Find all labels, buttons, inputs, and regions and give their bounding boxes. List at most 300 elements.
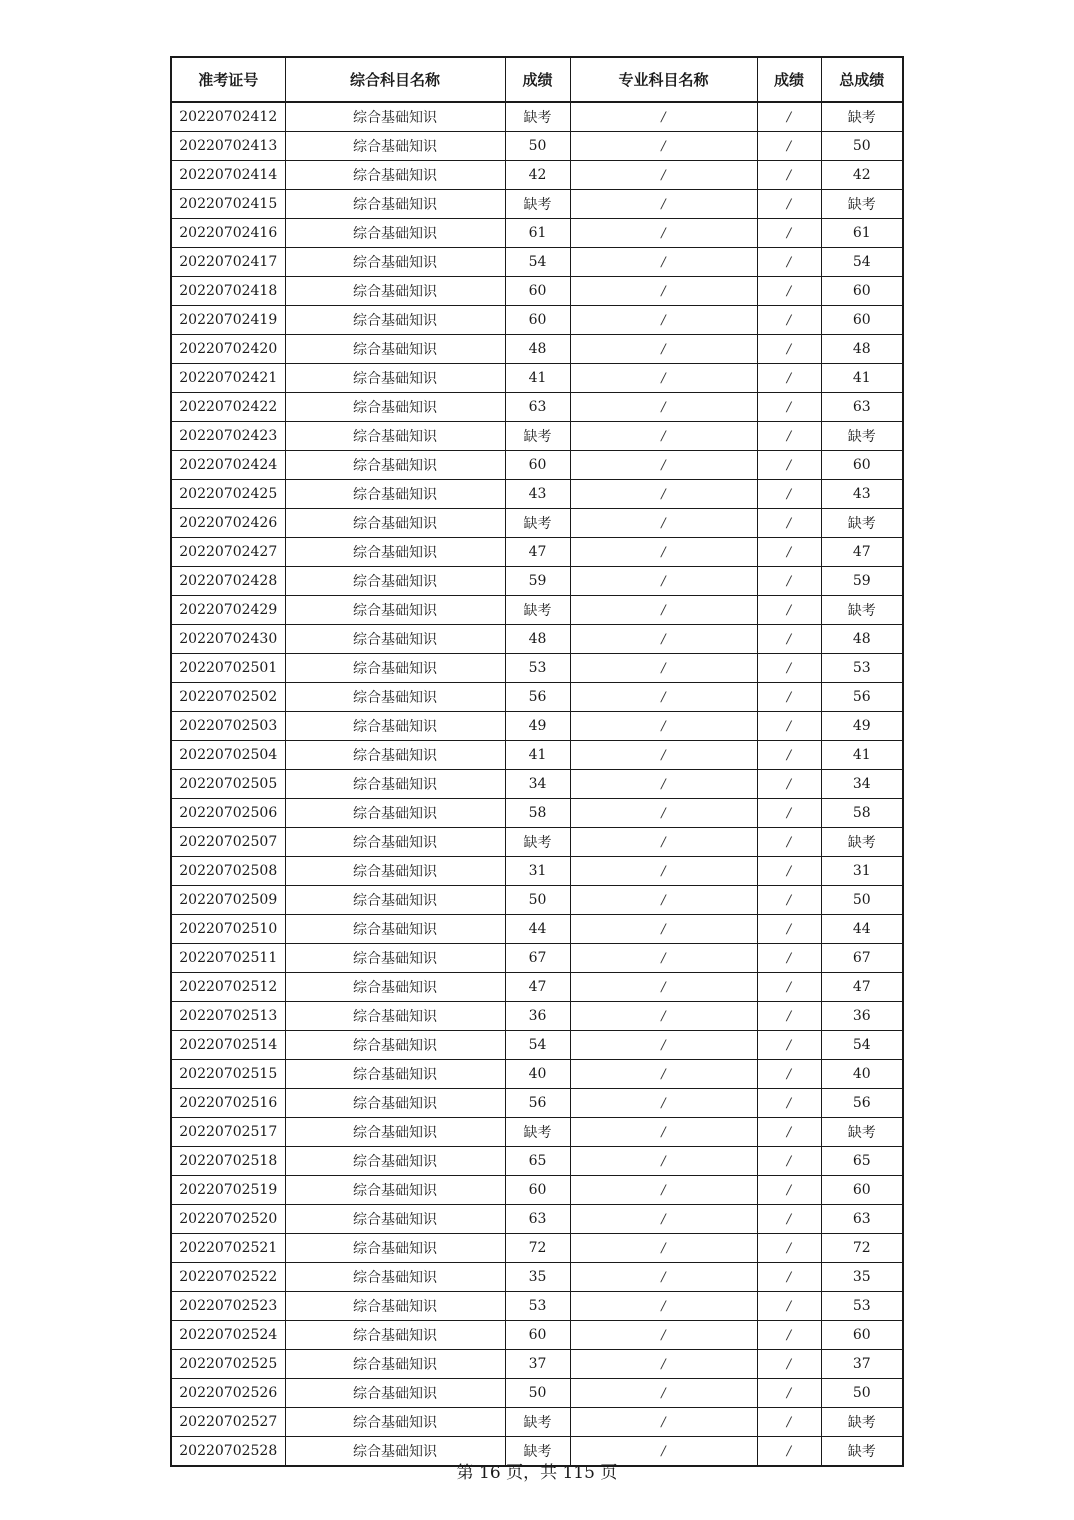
general-score-cell: 56 xyxy=(505,683,570,712)
major-score-cell: / xyxy=(757,596,821,625)
major-score-cell: / xyxy=(757,654,821,683)
major-subject-cell: / xyxy=(570,1350,757,1379)
major-score-cell: / xyxy=(757,422,821,451)
general-subject-cell: 综合基础知识 xyxy=(285,886,505,915)
general-score-cell: 60 xyxy=(505,306,570,335)
table-row xyxy=(171,102,903,132)
exam-id-cell: 20220702511 xyxy=(171,944,285,973)
major-score-cell: / xyxy=(757,1263,821,1292)
general-subject-cell: 综合基础知识 xyxy=(285,654,505,683)
major-score-cell: / xyxy=(757,1408,821,1437)
general-subject-cell: 综合基础知识 xyxy=(285,538,505,567)
table-row xyxy=(171,857,903,886)
general-score-cell: 53 xyxy=(505,1292,570,1321)
general-score-cell: 41 xyxy=(505,364,570,393)
table-row xyxy=(171,393,903,422)
general-subject-cell: 综合基础知识 xyxy=(285,480,505,509)
header-row xyxy=(171,57,903,102)
exam-id-cell: 20220702506 xyxy=(171,799,285,828)
general-subject-cell: 综合基础知识 xyxy=(285,1147,505,1176)
major-score-cell: / xyxy=(757,944,821,973)
general-subject-cell: 综合基础知识 xyxy=(285,770,505,799)
general-subject-cell: 综合基础知识 xyxy=(285,828,505,857)
table-row xyxy=(171,1263,903,1292)
exam-id-cell: 20220702520 xyxy=(171,1205,285,1234)
general-subject-cell: 综合基础知识 xyxy=(285,277,505,306)
table-row xyxy=(171,973,903,1002)
major-score-cell: / xyxy=(757,1118,821,1147)
exam-id-cell: 20220702418 xyxy=(171,277,285,306)
general-subject-cell: 综合基础知识 xyxy=(285,944,505,973)
table-row xyxy=(171,306,903,335)
exam-id-cell: 20220702522 xyxy=(171,1263,285,1292)
general-subject-cell: 综合基础知识 xyxy=(285,567,505,596)
major-subject-cell: / xyxy=(570,944,757,973)
total-score-cell: 41 xyxy=(821,741,903,770)
general-score-cell: 36 xyxy=(505,1002,570,1031)
general-score-cell: 43 xyxy=(505,480,570,509)
total-score-cell: 61 xyxy=(821,219,903,248)
general-score-cell: 61 xyxy=(505,219,570,248)
major-score-cell: / xyxy=(757,161,821,190)
major-subject-cell: / xyxy=(570,538,757,567)
major-subject-cell: / xyxy=(570,1379,757,1408)
total-score-cell: 58 xyxy=(821,799,903,828)
major-score-cell: / xyxy=(757,886,821,915)
general-subject-cell: 综合基础知识 xyxy=(285,1176,505,1205)
general-score-cell: 49 xyxy=(505,712,570,741)
total-score-cell: 53 xyxy=(821,1292,903,1321)
general-score-cell: 50 xyxy=(505,132,570,161)
exam-id-cell: 20220702425 xyxy=(171,480,285,509)
major-score-cell: / xyxy=(757,509,821,538)
general-score-cell: 缺考 xyxy=(505,596,570,625)
major-subject-cell: / xyxy=(570,915,757,944)
general-score-cell: 60 xyxy=(505,1321,570,1350)
general-subject-cell: 综合基础知识 xyxy=(285,1292,505,1321)
general-score-cell: 47 xyxy=(505,538,570,567)
major-score-cell: / xyxy=(757,480,821,509)
general-score-cell: 35 xyxy=(505,1263,570,1292)
major-subject-cell: / xyxy=(570,1176,757,1205)
total-score-cell: 72 xyxy=(821,1234,903,1263)
total-score-cell: 50 xyxy=(821,1379,903,1408)
exam-id-cell: 20220702509 xyxy=(171,886,285,915)
general-subject-cell: 综合基础知识 xyxy=(285,1002,505,1031)
major-subject-cell: / xyxy=(570,219,757,248)
major-subject-cell: / xyxy=(570,1147,757,1176)
major-score-cell: / xyxy=(757,1321,821,1350)
total-score-cell: 63 xyxy=(821,393,903,422)
total-score-cell: 缺考 xyxy=(821,1118,903,1147)
exam-id-cell: 20220702414 xyxy=(171,161,285,190)
total-score-cell: 35 xyxy=(821,1263,903,1292)
general-score-cell: 50 xyxy=(505,886,570,915)
total-score-cell: 47 xyxy=(821,973,903,1002)
score-table xyxy=(170,56,904,1467)
table-row xyxy=(171,1350,903,1379)
major-subject-cell: / xyxy=(570,1408,757,1437)
general-score-cell: 缺考 xyxy=(505,1408,570,1437)
table-row xyxy=(171,712,903,741)
major-score-cell: / xyxy=(757,1379,821,1408)
exam-id-cell: 20220702501 xyxy=(171,654,285,683)
total-score-cell: 56 xyxy=(821,683,903,712)
major-subject-cell: / xyxy=(570,596,757,625)
general-subject-cell: 综合基础知识 xyxy=(285,1263,505,1292)
table-row xyxy=(171,886,903,915)
major-subject-cell: / xyxy=(570,364,757,393)
general-subject-cell: 综合基础知识 xyxy=(285,596,505,625)
table-row xyxy=(171,1089,903,1118)
major-subject-cell: / xyxy=(570,770,757,799)
exam-id-cell: 20220702415 xyxy=(171,190,285,219)
general-score-cell: 72 xyxy=(505,1234,570,1263)
exam-id-cell: 20220702424 xyxy=(171,451,285,480)
exam-id-cell: 20220702504 xyxy=(171,741,285,770)
general-subject-cell: 综合基础知识 xyxy=(285,335,505,364)
exam-id-cell: 20220702428 xyxy=(171,567,285,596)
general-subject-cell: 综合基础知识 xyxy=(285,364,505,393)
total-score-cell: 缺考 xyxy=(821,509,903,538)
major-score-cell: / xyxy=(757,973,821,1002)
major-score-cell: / xyxy=(757,683,821,712)
total-score-cell: 67 xyxy=(821,944,903,973)
general-score-cell: 41 xyxy=(505,741,570,770)
total-score-cell: 41 xyxy=(821,364,903,393)
total-score-cell: 60 xyxy=(821,451,903,480)
general-subject-cell: 综合基础知识 xyxy=(285,1321,505,1350)
total-score-cell: 缺考 xyxy=(821,422,903,451)
total-score-cell: 缺考 xyxy=(821,828,903,857)
general-score-cell: 31 xyxy=(505,857,570,886)
table-row xyxy=(171,277,903,306)
total-score-cell: 缺考 xyxy=(821,596,903,625)
major-score-cell: / xyxy=(757,277,821,306)
major-subject-cell: / xyxy=(570,1321,757,1350)
general-subject-cell: 综合基础知识 xyxy=(285,1437,505,1467)
major-subject-cell: / xyxy=(570,1263,757,1292)
page-number: 第 16 页，共 115 页 xyxy=(456,1463,618,1483)
general-subject-cell: 综合基础知识 xyxy=(285,1060,505,1089)
table-row xyxy=(171,944,903,973)
general-subject-cell: 综合基础知识 xyxy=(285,1379,505,1408)
major-score-cell: / xyxy=(757,1147,821,1176)
general-score-cell: 缺考 xyxy=(505,828,570,857)
major-score-cell: / xyxy=(757,364,821,393)
total-score-cell: 65 xyxy=(821,1147,903,1176)
general-subject-cell: 综合基础知识 xyxy=(285,857,505,886)
general-score-cell: 63 xyxy=(505,393,570,422)
exam-id-cell: 20220702419 xyxy=(171,306,285,335)
table-row xyxy=(171,161,903,190)
table-row xyxy=(171,1205,903,1234)
table-row xyxy=(171,219,903,248)
general-subject-cell: 综合基础知识 xyxy=(285,973,505,1002)
exam-id-cell: 20220702430 xyxy=(171,625,285,654)
general-subject-cell: 综合基础知识 xyxy=(285,1350,505,1379)
table-row xyxy=(171,1002,903,1031)
general-score-cell: 50 xyxy=(505,1379,570,1408)
table-row xyxy=(171,567,903,596)
major-score-cell: / xyxy=(757,770,821,799)
major-subject-cell: / xyxy=(570,1060,757,1089)
general-score-cell: 缺考 xyxy=(505,1118,570,1147)
major-score-cell: / xyxy=(757,393,821,422)
total-score-cell: 60 xyxy=(821,1321,903,1350)
table-row xyxy=(171,451,903,480)
exam-id-cell: 20220702514 xyxy=(171,1031,285,1060)
header-major-score: 成绩 xyxy=(757,57,821,102)
major-score-cell: / xyxy=(757,712,821,741)
table-row xyxy=(171,364,903,393)
total-score-cell: 56 xyxy=(821,1089,903,1118)
exam-id-cell: 20220702429 xyxy=(171,596,285,625)
exam-id-cell: 20220702505 xyxy=(171,770,285,799)
header-general-score: 成绩 xyxy=(505,57,570,102)
general-score-cell: 67 xyxy=(505,944,570,973)
total-score-cell: 31 xyxy=(821,857,903,886)
general-subject-cell: 综合基础知识 xyxy=(285,799,505,828)
general-subject-cell: 综合基础知识 xyxy=(285,393,505,422)
table-row xyxy=(171,1060,903,1089)
exam-id-cell: 20220702510 xyxy=(171,915,285,944)
major-score-cell: / xyxy=(757,799,821,828)
exam-id-cell: 20220702525 xyxy=(171,1350,285,1379)
exam-id-cell: 20220702515 xyxy=(171,1060,285,1089)
general-score-cell: 59 xyxy=(505,567,570,596)
exam-id-cell: 20220702412 xyxy=(171,102,285,132)
major-score-cell: / xyxy=(757,451,821,480)
table-row xyxy=(171,1031,903,1060)
general-score-cell: 58 xyxy=(505,799,570,828)
table-row xyxy=(171,190,903,219)
table-row xyxy=(171,741,903,770)
general-score-cell: 54 xyxy=(505,248,570,277)
major-subject-cell: / xyxy=(570,1031,757,1060)
general-score-cell: 40 xyxy=(505,1060,570,1089)
total-score-cell: 48 xyxy=(821,625,903,654)
total-score-cell: 60 xyxy=(821,277,903,306)
total-score-cell: 53 xyxy=(821,654,903,683)
major-score-cell: / xyxy=(757,538,821,567)
table-header xyxy=(171,57,903,102)
major-score-cell: / xyxy=(757,567,821,596)
exam-id-cell: 20220702517 xyxy=(171,1118,285,1147)
major-subject-cell: / xyxy=(570,509,757,538)
major-subject-cell: / xyxy=(570,480,757,509)
total-score-cell: 54 xyxy=(821,248,903,277)
exam-id-cell: 20220702508 xyxy=(171,857,285,886)
table-row xyxy=(171,422,903,451)
total-score-cell: 44 xyxy=(821,915,903,944)
total-score-cell: 59 xyxy=(821,567,903,596)
table-row xyxy=(171,1176,903,1205)
total-score-cell: 37 xyxy=(821,1350,903,1379)
general-score-cell: 47 xyxy=(505,973,570,1002)
major-score-cell: / xyxy=(757,1205,821,1234)
major-subject-cell: / xyxy=(570,886,757,915)
table-row xyxy=(171,625,903,654)
major-score-cell: / xyxy=(757,915,821,944)
exam-id-cell: 20220702528 xyxy=(171,1437,285,1467)
general-subject-cell: 综合基础知识 xyxy=(285,248,505,277)
major-subject-cell: / xyxy=(570,654,757,683)
major-subject-cell: / xyxy=(570,1437,757,1467)
exam-id-cell: 20220702513 xyxy=(171,1002,285,1031)
header-major-subject: 专业科目名称 xyxy=(570,57,757,102)
general-score-cell: 缺考 xyxy=(505,509,570,538)
general-subject-cell: 综合基础知识 xyxy=(285,1031,505,1060)
general-subject-cell: 综合基础知识 xyxy=(285,1408,505,1437)
major-subject-cell: / xyxy=(570,712,757,741)
general-score-cell: 34 xyxy=(505,770,570,799)
table-row xyxy=(171,1379,903,1408)
total-score-cell: 缺考 xyxy=(821,190,903,219)
major-subject-cell: / xyxy=(570,306,757,335)
major-score-cell: / xyxy=(757,102,821,132)
table-row xyxy=(171,480,903,509)
table-row xyxy=(171,509,903,538)
table-row xyxy=(171,799,903,828)
table-row xyxy=(171,1408,903,1437)
general-score-cell: 44 xyxy=(505,915,570,944)
table-row xyxy=(171,596,903,625)
major-subject-cell: / xyxy=(570,1292,757,1321)
major-subject-cell: / xyxy=(570,973,757,1002)
table-row xyxy=(171,1234,903,1263)
major-subject-cell: / xyxy=(570,625,757,654)
major-score-cell: / xyxy=(757,1089,821,1118)
general-score-cell: 60 xyxy=(505,1176,570,1205)
general-score-cell: 60 xyxy=(505,451,570,480)
general-subject-cell: 综合基础知识 xyxy=(285,161,505,190)
exam-id-cell: 20220702519 xyxy=(171,1176,285,1205)
major-subject-cell: / xyxy=(570,1089,757,1118)
major-subject-cell: / xyxy=(570,422,757,451)
major-subject-cell: / xyxy=(570,741,757,770)
major-score-cell: / xyxy=(757,857,821,886)
exam-id-cell: 20220702527 xyxy=(171,1408,285,1437)
general-subject-cell: 综合基础知识 xyxy=(285,1205,505,1234)
table-row xyxy=(171,538,903,567)
exam-id-cell: 20220702507 xyxy=(171,828,285,857)
major-subject-cell: / xyxy=(570,161,757,190)
major-score-cell: / xyxy=(757,1176,821,1205)
major-score-cell: / xyxy=(757,1437,821,1467)
exam-id-cell: 20220702426 xyxy=(171,509,285,538)
general-subject-cell: 综合基础知识 xyxy=(285,915,505,944)
major-subject-cell: / xyxy=(570,683,757,712)
exam-id-cell: 20220702518 xyxy=(171,1147,285,1176)
exam-id-cell: 20220702516 xyxy=(171,1089,285,1118)
general-subject-cell: 综合基础知识 xyxy=(285,102,505,132)
table-row xyxy=(171,335,903,364)
exam-id-cell: 20220702526 xyxy=(171,1379,285,1408)
exam-id-cell: 20220702524 xyxy=(171,1321,285,1350)
total-score-cell: 50 xyxy=(821,886,903,915)
general-score-cell: 60 xyxy=(505,277,570,306)
table-row xyxy=(171,1292,903,1321)
major-score-cell: / xyxy=(757,625,821,654)
general-subject-cell: 综合基础知识 xyxy=(285,712,505,741)
header-general-subject: 综合科目名称 xyxy=(285,57,505,102)
major-subject-cell: / xyxy=(570,1205,757,1234)
table-row xyxy=(171,1147,903,1176)
table-row xyxy=(171,1321,903,1350)
general-subject-cell: 综合基础知识 xyxy=(285,190,505,219)
exam-id-cell: 20220702521 xyxy=(171,1234,285,1263)
major-subject-cell: / xyxy=(570,799,757,828)
exam-id-cell: 20220702413 xyxy=(171,132,285,161)
total-score-cell: 缺考 xyxy=(821,1437,903,1467)
total-score-cell: 49 xyxy=(821,712,903,741)
major-subject-cell: / xyxy=(570,248,757,277)
exam-id-cell: 20220702502 xyxy=(171,683,285,712)
total-score-cell: 60 xyxy=(821,306,903,335)
major-subject-cell: / xyxy=(570,102,757,132)
general-score-cell: 37 xyxy=(505,1350,570,1379)
total-score-cell: 42 xyxy=(821,161,903,190)
general-subject-cell: 综合基础知识 xyxy=(285,219,505,248)
general-score-cell: 42 xyxy=(505,161,570,190)
general-score-cell: 缺考 xyxy=(505,102,570,132)
major-score-cell: / xyxy=(757,248,821,277)
general-subject-cell: 综合基础知识 xyxy=(285,625,505,654)
major-score-cell: / xyxy=(757,132,821,161)
general-subject-cell: 综合基础知识 xyxy=(285,1234,505,1263)
total-score-cell: 54 xyxy=(821,1031,903,1060)
exam-id-cell: 20220702523 xyxy=(171,1292,285,1321)
table-row xyxy=(171,828,903,857)
total-score-cell: 47 xyxy=(821,538,903,567)
general-subject-cell: 综合基础知识 xyxy=(285,1089,505,1118)
exam-id-cell: 20220702417 xyxy=(171,248,285,277)
major-subject-cell: / xyxy=(570,857,757,886)
general-score-cell: 56 xyxy=(505,1089,570,1118)
table-row xyxy=(171,248,903,277)
total-score-cell: 43 xyxy=(821,480,903,509)
general-score-cell: 48 xyxy=(505,335,570,364)
general-subject-cell: 综合基础知识 xyxy=(285,509,505,538)
general-score-cell: 48 xyxy=(505,625,570,654)
total-score-cell: 50 xyxy=(821,132,903,161)
major-subject-cell: / xyxy=(570,393,757,422)
general-subject-cell: 综合基础知识 xyxy=(285,1118,505,1147)
general-score-cell: 53 xyxy=(505,654,570,683)
major-subject-cell: / xyxy=(570,1234,757,1263)
exam-id-cell: 20220702420 xyxy=(171,335,285,364)
major-score-cell: / xyxy=(757,1350,821,1379)
header-exam-id: 准考证号 xyxy=(171,57,285,102)
major-subject-cell: / xyxy=(570,567,757,596)
table-body xyxy=(171,102,903,1466)
major-score-cell: / xyxy=(757,828,821,857)
major-subject-cell: / xyxy=(570,335,757,364)
major-score-cell: / xyxy=(757,219,821,248)
exam-id-cell: 20220702421 xyxy=(171,364,285,393)
exam-id-cell: 20220702427 xyxy=(171,538,285,567)
total-score-cell: 63 xyxy=(821,1205,903,1234)
table-row xyxy=(171,770,903,799)
major-score-cell: / xyxy=(757,335,821,364)
major-subject-cell: / xyxy=(570,190,757,219)
total-score-cell: 34 xyxy=(821,770,903,799)
general-subject-cell: 综合基础知识 xyxy=(285,683,505,712)
major-score-cell: / xyxy=(757,1292,821,1321)
table-row xyxy=(171,915,903,944)
major-subject-cell: / xyxy=(570,277,757,306)
